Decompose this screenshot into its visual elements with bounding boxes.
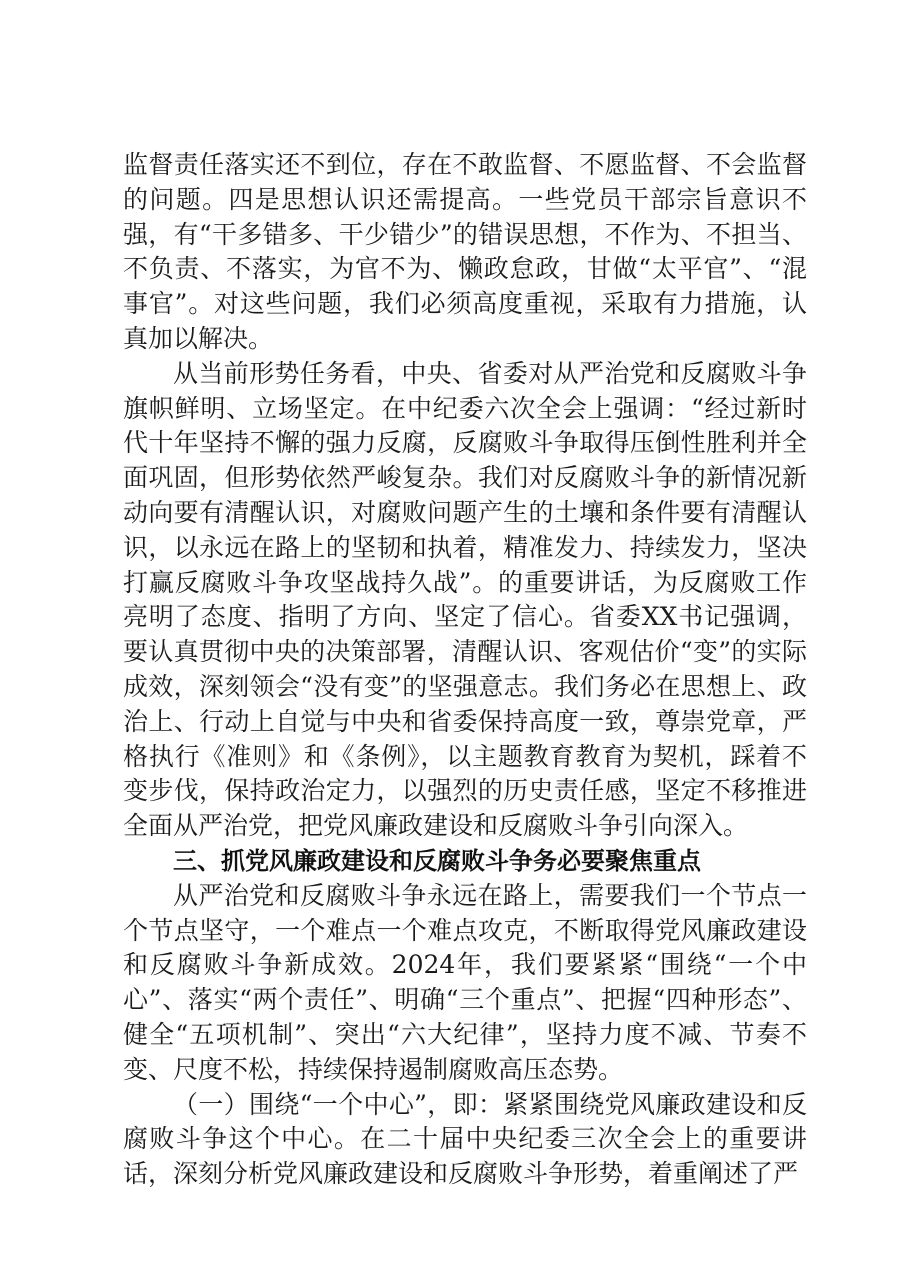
paragraph-situation: 从当前形势任务看，中央、省委对从严治党和反腐败斗争旗帜鲜明、立场坚定。在中纪委六次全会上强调：“经过新时代十年坚持不懈的强力反腐，反腐败斗争取得压倒性胜利并全面巩固，但形势依然严峻复杂。我们对反腐败斗争的新情况新动向要有清醒认识，对腐败问题产生的土壤和条件要有清醒认识，以永远在路上的坚韧和执着，精准发力、持续发力，坚决打赢反腐败斗争攻坚战持久战”。的重要讲话，为反腐败工作亮明了态度、指明了方向、坚定了信心。省委XX书记强调，要认真贯彻中央的决策部署，清醒认识、客观估价“变”的实际成效，深刻领会“没有变”的坚强意志。我们务必在思想上、政治上、行动上自觉与中央和省委保持高度一致，尊崇党章，严格执行《准则》和《条例》，以主题教育教育为契机，踩着不变步伐，保持政治定力，以强烈的历史责任感，坚定不移推进全面从严治党，把党风廉政建设和反腐败斗争引向深入。 [123, 358, 807, 841]
paragraph-continued: 监督责任落实还不到位，存在不敢监督、不愿监督、不会监督的问题。四是思想认识还需提高。一些党员干部宗旨意识不强，有“干多错多、干少错少”的错误思想，不作为、不担当、不负责、不落实，为官不为、懒政怠政，甘做“太平官”、“混事官”。对这些问题，我们必须高度重视，采取有力措施，认真加以解决。 [123, 150, 807, 353]
paragraph-one-center: （一）围绕“一个中心”，即：紧紧围绕党风廉政建设和反腐败斗争这个中心。在二十届中央纪委三次全会上的重要讲话，深刻分析党风廉政建设和反腐败斗争形势，着重阐述了严 [123, 1089, 807, 1189]
paragraph-focus: 从严治党和反腐败斗争永远在路上，需要我们一个节点一个节点坚守，一个难点一个难点攻克，不断取得党风廉政建设和反腐败斗争新成效。2024年，我们要紧紧“围绕“一个中心”、落实“两个责任”、明确“三个重点”、把握“四种形态”、健全“五项机制”、突出“六大纪律”，坚持力度不减、节奏不变、尺度不松，持续保持遏制腐败高压态势。 [123, 880, 807, 1084]
section-heading: 三、抓党风廉政建设和反腐败斗争务必要聚焦重点 [173, 846, 701, 875]
document-body [123, 148, 807, 1192]
